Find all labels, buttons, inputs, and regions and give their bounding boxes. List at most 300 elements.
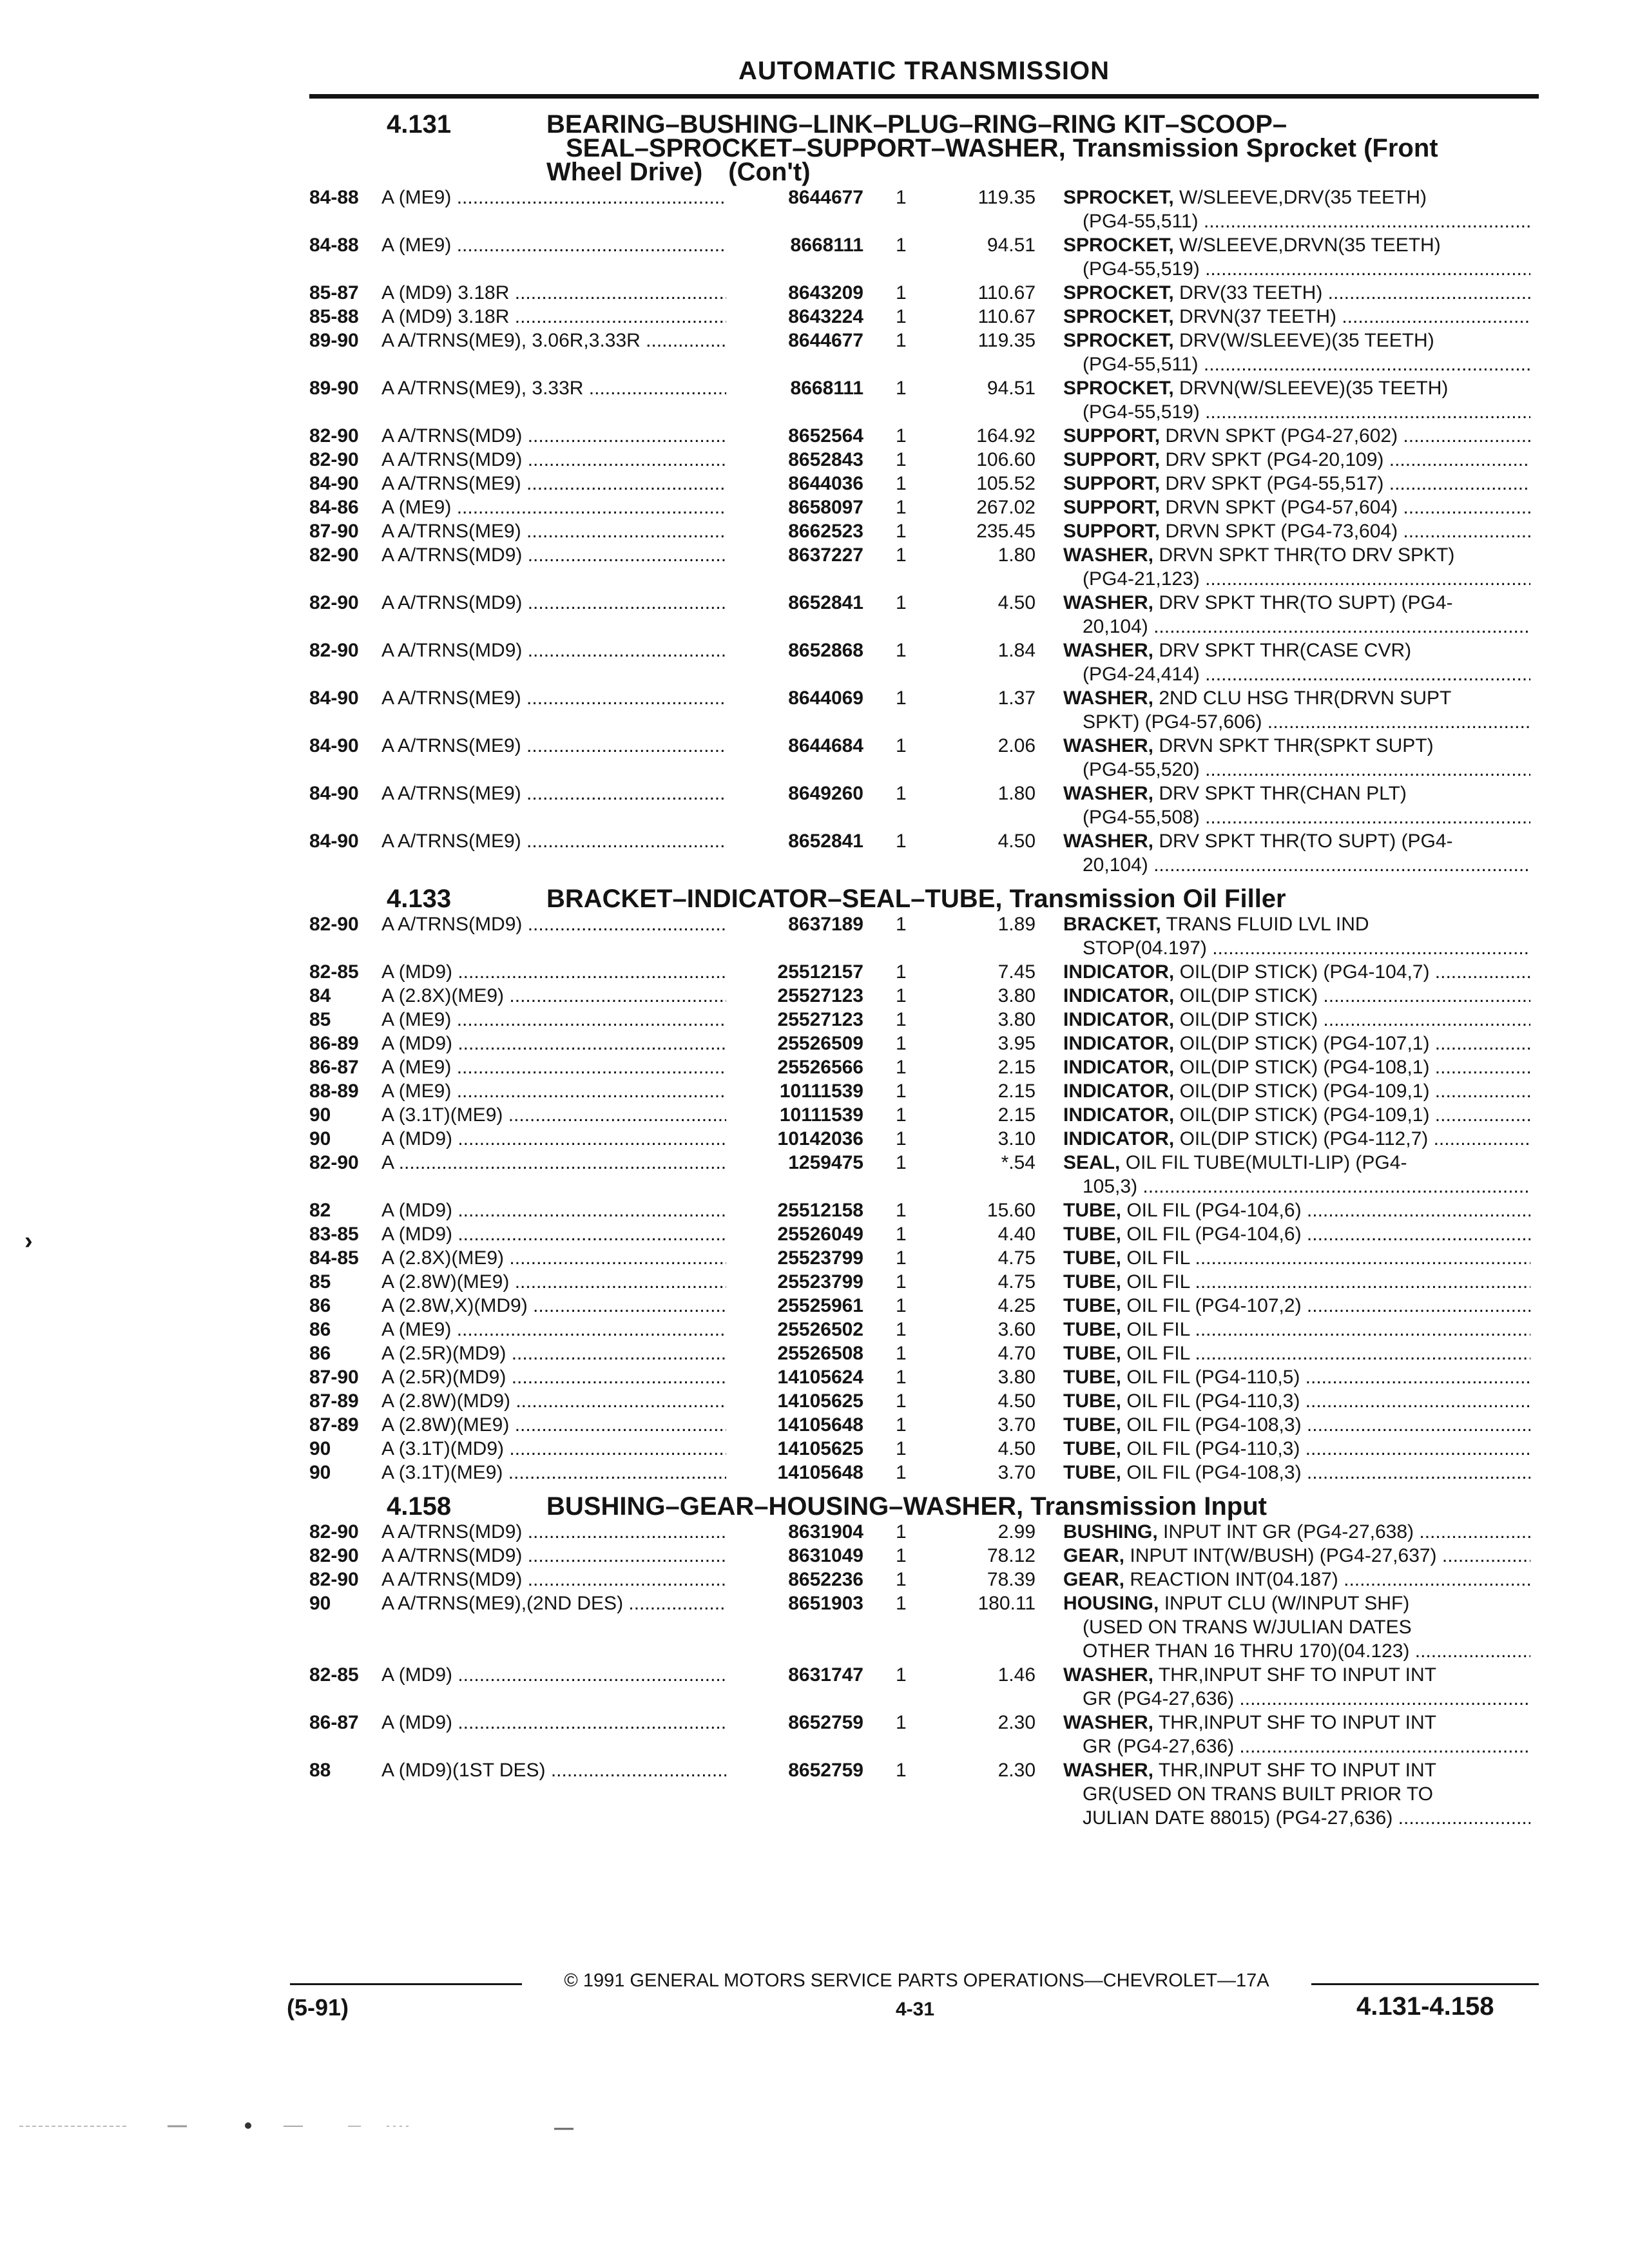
part-number: 25526509 — [777, 1033, 863, 1054]
description-text: OIL FIL (PG4-107,2) — [1126, 1295, 1302, 1316]
part-number: 14105648 — [777, 1462, 863, 1483]
application: A A/TRNS(MD9) ..... — [381, 912, 726, 936]
description-text: W/SLEEVE,DRV(35 TEETH) — [1179, 187, 1427, 208]
description — [1063, 1246, 1530, 1270]
description-line — [1063, 424, 1530, 448]
description — [1063, 1591, 1530, 1663]
description-line — [1063, 1663, 1530, 1687]
description-text: (PG4-55,511) — [1083, 211, 1199, 232]
part-number: 8644036 — [788, 473, 863, 494]
part-name: HOUSING, — [1063, 1593, 1159, 1614]
description-text: INPUT INT GR (PG4-27,638) — [1163, 1521, 1414, 1542]
description-text: DRV SPKT THR(TO SUPT) (PG4- — [1159, 592, 1453, 613]
description-line — [1063, 1222, 1530, 1246]
model-years: 82-90 — [309, 544, 359, 566]
part-number: 25512158 — [777, 1200, 863, 1221]
description-line — [1063, 329, 1530, 352]
model-years: 85-87 — [309, 282, 359, 303]
continued-label: (Con't) — [728, 158, 811, 186]
price: 2.99 — [998, 1521, 1036, 1542]
description-text: DRV(33 TEETH) — [1179, 282, 1323, 303]
description-text: 20,104) — [1083, 616, 1148, 637]
part-number: 8652236 — [788, 1569, 863, 1590]
description-text: OIL(DIP STICK) (PG4-107,1) — [1179, 1033, 1430, 1054]
application: A (MD9) ..... — [381, 1711, 726, 1735]
description-line — [1063, 1806, 1530, 1830]
description-text: (PG4-55,520) — [1083, 759, 1200, 780]
part-number: 8651903 — [788, 1593, 863, 1614]
model-years: 90 — [309, 1438, 331, 1459]
part-number: 25525961 — [777, 1295, 863, 1316]
price: 235.45 — [976, 521, 1036, 542]
description-line — [1063, 1079, 1530, 1103]
description — [1063, 1103, 1530, 1127]
application: A A/TRNS(MD9) ..... — [381, 1544, 726, 1568]
application: A (3.1T)(MD9) ..... — [381, 1437, 726, 1461]
quantity: 1 — [896, 1128, 907, 1149]
description-text: OIL(DIP STICK) (PG4-109,1) — [1179, 1081, 1430, 1102]
section-title-line: BRACKET–INDICATOR–SEAL–TUBE, Transmission Oil Filler — [546, 885, 1286, 913]
part-name: GEAR, — [1063, 1545, 1125, 1566]
description — [1063, 1055, 1530, 1079]
price: 3.10 — [998, 1128, 1036, 1149]
description-line — [1063, 1175, 1530, 1198]
description — [1063, 1222, 1530, 1246]
model-years: 87-89 — [309, 1414, 359, 1436]
part-name: INDICATOR, — [1063, 1104, 1175, 1126]
part-number: 8644684 — [788, 735, 863, 756]
part-name: WASHER, — [1063, 1664, 1154, 1686]
model-years: 84-90 — [309, 831, 359, 852]
part-number: 8658097 — [788, 497, 863, 518]
description-line — [1063, 1568, 1530, 1591]
quantity: 1 — [896, 1760, 907, 1781]
description — [1063, 281, 1530, 305]
model-years: 86 — [309, 1295, 331, 1316]
quantity: 1 — [896, 330, 907, 351]
description-line — [1063, 1389, 1530, 1413]
description-line — [1063, 912, 1530, 936]
part-number: 8668111 — [790, 235, 863, 256]
application: A (MD9) ..... — [381, 1222, 726, 1246]
quantity: 1 — [896, 1247, 907, 1269]
quantity: 1 — [896, 497, 907, 518]
description-text: W/SLEEVE,DRVN(35 TEETH) — [1179, 235, 1441, 256]
part-name: SUPPORT, — [1063, 521, 1161, 542]
part-number: 8652759 — [788, 1712, 863, 1733]
description-text: OIL FIL — [1126, 1319, 1190, 1340]
part-number: 25526508 — [777, 1343, 863, 1364]
part-number: 8644677 — [788, 187, 863, 208]
description — [1063, 1568, 1530, 1591]
part-number: 14105625 — [777, 1390, 863, 1412]
section-title-line: Wheel Drive) — [546, 158, 703, 186]
description-text: (PG4-55,519) — [1083, 401, 1200, 423]
part-number: 8637227 — [788, 544, 863, 566]
part-name: INDICATOR, — [1063, 1009, 1175, 1030]
description — [1063, 1413, 1530, 1437]
price: 2.15 — [998, 1057, 1036, 1078]
description — [1063, 186, 1530, 233]
model-years: 82-90 — [309, 1569, 359, 1590]
description — [1063, 1151, 1530, 1198]
application: A A/TRNS(ME9) ..... — [381, 519, 726, 543]
model-years: 84-90 — [309, 783, 359, 804]
description — [1063, 376, 1530, 424]
description-line — [1063, 1782, 1530, 1806]
part-name: WASHER, — [1063, 640, 1154, 661]
description-line — [1063, 1151, 1530, 1175]
scan-specks — [0, 2120, 612, 2133]
description — [1063, 1198, 1530, 1222]
quantity: 1 — [896, 282, 907, 303]
description-line — [1063, 829, 1530, 853]
application: A (2.8W)(MD9) ..... — [381, 1389, 726, 1413]
part-name: TUBE, — [1063, 1319, 1121, 1340]
description-text: STOP(04.197) — [1083, 937, 1207, 959]
application: A A/TRNS(ME9), 3.33R ..... — [381, 376, 726, 400]
quantity: 1 — [896, 640, 907, 661]
footer-section-range: 4.131-4.158 — [1356, 1992, 1494, 2021]
part-number: 8643224 — [788, 306, 863, 327]
description — [1063, 591, 1530, 639]
quantity: 1 — [896, 1033, 907, 1054]
part-name: SUPPORT, — [1063, 497, 1161, 518]
description — [1063, 686, 1530, 734]
price: 119.35 — [978, 330, 1036, 351]
description — [1063, 1663, 1530, 1711]
quantity: 1 — [896, 783, 907, 804]
model-years: 86 — [309, 1319, 331, 1340]
description — [1063, 519, 1530, 543]
description-text: DRV(W/SLEEVE)(35 TEETH) — [1179, 330, 1434, 351]
price: 2.30 — [998, 1760, 1036, 1781]
application: A (3.1T)(ME9) ..... — [381, 1461, 726, 1485]
description-line — [1063, 1461, 1530, 1485]
part-name: WASHER, — [1063, 592, 1154, 613]
quantity: 1 — [896, 521, 907, 542]
part-name: TUBE, — [1063, 1438, 1121, 1459]
description-text: GR(USED ON TRANS BUILT PRIOR TO — [1083, 1783, 1433, 1805]
description — [1063, 829, 1530, 877]
part-number: 8631747 — [788, 1664, 863, 1686]
description — [1063, 305, 1530, 329]
model-years: 84-90 — [309, 473, 359, 494]
description-line — [1063, 495, 1530, 519]
part-name: WASHER, — [1063, 831, 1154, 852]
quantity: 1 — [896, 985, 907, 1006]
part-number: 8631904 — [788, 1521, 863, 1542]
description-text: 105,3) — [1083, 1176, 1138, 1197]
description — [1063, 1461, 1530, 1485]
model-years: 90 — [309, 1593, 331, 1614]
application: A (ME9) ..... — [381, 1079, 726, 1103]
description — [1063, 1758, 1530, 1830]
description-text: OIL FIL TUBE(MULTI-LIP) (PG4- — [1125, 1152, 1407, 1173]
section-number: 4.131 — [387, 110, 452, 139]
part-number: 8649260 — [788, 783, 863, 804]
quantity: 1 — [896, 1438, 907, 1459]
description-line — [1063, 1711, 1530, 1735]
model-years: 89-90 — [309, 330, 359, 351]
price: 2.06 — [998, 735, 1036, 756]
model-years: 82-90 — [309, 640, 359, 661]
quantity: 1 — [896, 1367, 907, 1388]
price: 4.25 — [998, 1295, 1036, 1316]
description-line — [1063, 376, 1530, 400]
description-line — [1063, 1246, 1530, 1270]
part-number: 10142036 — [777, 1128, 863, 1149]
application: A (3.1T)(ME9) ..... — [381, 1103, 726, 1127]
description-line — [1063, 1055, 1530, 1079]
quantity: 1 — [896, 1390, 907, 1412]
application: A A/TRNS(MD9) ..... — [381, 543, 726, 567]
quantity: 1 — [896, 544, 907, 566]
part-name: INDICATOR, — [1063, 1057, 1175, 1078]
application: A A/TRNS(MD9) ..... — [381, 424, 726, 448]
section-title-line: BUSHING–GEAR–HOUSING–WASHER, Transmission Input — [546, 1492, 1267, 1521]
quantity: 1 — [896, 235, 907, 256]
price: 180.11 — [978, 1593, 1036, 1614]
description-text: OIL FIL (PG4-104,6) — [1126, 1200, 1302, 1221]
description — [1063, 1365, 1530, 1389]
part-name: GEAR, — [1063, 1569, 1125, 1590]
description-line — [1063, 662, 1530, 686]
description-line — [1063, 1639, 1530, 1663]
application: A A/TRNS(ME9),(2ND DES) ..... — [381, 1591, 726, 1615]
description-text: JULIAN DATE 88015) (PG4-27,636) — [1083, 1807, 1393, 1829]
description-text: DRVN(W/SLEEVE)(35 TEETH) — [1179, 378, 1449, 399]
price: *.54 — [1001, 1152, 1036, 1173]
model-years: 82 — [309, 1200, 331, 1221]
description-text: OIL FIL (PG4-110,3) — [1126, 1438, 1300, 1459]
part-name: INDICATOR, — [1063, 1128, 1175, 1149]
description — [1063, 1341, 1530, 1365]
description-line — [1063, 233, 1530, 257]
model-years: 84-90 — [309, 735, 359, 756]
description-line — [1063, 1520, 1530, 1544]
model-years: 84-86 — [309, 497, 359, 518]
quantity: 1 — [896, 1295, 907, 1316]
description — [1063, 1318, 1530, 1341]
description — [1063, 233, 1530, 281]
application: A A/TRNS(MD9) ..... — [381, 591, 726, 615]
quantity: 1 — [896, 449, 907, 470]
description-line — [1063, 1413, 1530, 1437]
application: A A/TRNS(MD9) ..... — [381, 1520, 726, 1544]
section-number: 4.133 — [387, 885, 452, 913]
quantity: 1 — [896, 1462, 907, 1483]
model-years: 85-88 — [309, 306, 359, 327]
description-line — [1063, 472, 1530, 495]
description-text: OIL FIL — [1126, 1343, 1190, 1364]
description-text: OIL FIL (PG4-108,3) — [1126, 1414, 1302, 1436]
description — [1063, 782, 1530, 829]
price: 110.67 — [978, 282, 1036, 303]
description-text: OTHER THAN 16 THRU 170)(04.123) — [1083, 1640, 1410, 1662]
description-line — [1063, 1437, 1530, 1461]
description-line — [1063, 936, 1530, 960]
description — [1063, 639, 1530, 686]
footer-copyright: © 1991 GENERAL MOTORS SERVICE PARTS OPERATIONS—CHEVROLET—17A — [564, 1970, 1269, 1991]
description-line — [1063, 782, 1530, 805]
application: A A/TRNS(ME9), 3.06R,3.33R ..... — [381, 329, 726, 352]
model-years: 87-89 — [309, 1390, 359, 1412]
model-years: 82-90 — [309, 1545, 359, 1566]
model-years: 82-85 — [309, 1664, 359, 1686]
application: A (2.8W,X)(MD9) ..... — [381, 1294, 726, 1318]
part-name: TUBE, — [1063, 1462, 1121, 1483]
part-number: 8662523 — [788, 521, 863, 542]
description — [1063, 960, 1530, 984]
quantity: 1 — [896, 831, 907, 852]
application: A (ME9) ..... — [381, 233, 726, 257]
description-text: OIL(DIP STICK) (PG4-104,7) — [1179, 961, 1430, 983]
part-number: 8652759 — [788, 1760, 863, 1781]
description-line — [1063, 1127, 1530, 1151]
model-years: 86-89 — [309, 1033, 359, 1054]
model-years: 83-85 — [309, 1224, 359, 1245]
page-header-title: AUTOMATIC TRANSMISSION — [738, 57, 1110, 85]
description-line — [1063, 758, 1530, 782]
description-line — [1063, 591, 1530, 615]
application: A (ME9) ..... — [381, 1318, 726, 1341]
description-line — [1063, 519, 1530, 543]
description — [1063, 1127, 1530, 1151]
description — [1063, 1032, 1530, 1055]
description-line — [1063, 352, 1530, 376]
description-line — [1063, 1735, 1530, 1758]
description-text: OIL FIL (PG4-110,3) — [1126, 1390, 1300, 1412]
application: A (ME9) ..... — [381, 186, 726, 209]
price: 2.15 — [998, 1081, 1036, 1102]
quantity: 1 — [896, 1414, 907, 1436]
description — [1063, 495, 1530, 519]
description-text: GR (PG4-27,636) — [1083, 1688, 1235, 1709]
description-line — [1063, 710, 1530, 734]
price: 4.50 — [998, 831, 1036, 852]
description-text: DRVN SPKT THR(TO DRV SPKT) — [1159, 544, 1455, 566]
quantity: 1 — [896, 306, 907, 327]
part-name: TUBE, — [1063, 1390, 1121, 1412]
model-years: 84-90 — [309, 687, 359, 709]
application: A A/TRNS(ME9) ..... — [381, 472, 726, 495]
description-line — [1063, 1008, 1530, 1032]
model-years: 86-87 — [309, 1057, 359, 1078]
price: 4.70 — [998, 1343, 1036, 1364]
quantity: 1 — [896, 592, 907, 613]
price: 119.35 — [978, 187, 1036, 208]
description-text: TRANS FLUID LVL IND — [1166, 914, 1369, 935]
application: A (ME9) ..... — [381, 1008, 726, 1032]
price: 78.39 — [987, 1569, 1036, 1590]
part-number: 8652843 — [788, 449, 863, 470]
description-line — [1063, 1198, 1530, 1222]
description-text: INPUT CLU (W/INPUT SHF) — [1164, 1593, 1410, 1614]
model-years: 86 — [309, 1343, 331, 1364]
price: 1.80 — [998, 544, 1036, 566]
part-number: 8652564 — [788, 425, 863, 447]
model-years: 82-90 — [309, 592, 359, 613]
part-name: TUBE, — [1063, 1271, 1121, 1293]
description-line — [1063, 1103, 1530, 1127]
part-number: 10111539 — [779, 1081, 863, 1102]
part-name: INDICATOR, — [1063, 1081, 1175, 1102]
description-text: DRV SPKT THR(TO SUPT) (PG4- — [1159, 831, 1453, 852]
part-name: INDICATOR, — [1063, 961, 1175, 983]
quantity: 1 — [896, 1152, 907, 1173]
price: 3.80 — [998, 985, 1036, 1006]
part-name: WASHER, — [1063, 687, 1154, 709]
description-text: OIL(DIP STICK) (PG4-112,7) — [1179, 1128, 1429, 1149]
price: 4.50 — [998, 1390, 1036, 1412]
description-line — [1063, 805, 1530, 829]
price: 3.95 — [998, 1033, 1036, 1054]
description-line — [1063, 1687, 1530, 1711]
part-name: WASHER, — [1063, 1712, 1154, 1733]
part-number: 8644069 — [788, 687, 863, 709]
quantity: 1 — [896, 1593, 907, 1614]
description-line — [1063, 567, 1530, 591]
section-title — [546, 110, 1548, 186]
part-number: 8637189 — [788, 914, 863, 935]
model-years: 89-90 — [309, 378, 359, 399]
description — [1063, 1079, 1530, 1103]
price: 4.75 — [998, 1271, 1036, 1293]
part-name: SUPPORT, — [1063, 473, 1161, 494]
description-text: OIL(DIP STICK) — [1179, 985, 1318, 1006]
quantity: 1 — [896, 1009, 907, 1030]
application: A A/TRNS(ME9) ..... — [381, 686, 726, 710]
application: A A/TRNS(MD9) ..... — [381, 1568, 726, 1591]
description-line — [1063, 1032, 1530, 1055]
quantity: 1 — [896, 1081, 907, 1102]
price: 2.30 — [998, 1712, 1036, 1733]
description-text: THR,INPUT SHF TO INPUT INT — [1158, 1664, 1436, 1686]
section-number: 4.158 — [387, 1492, 452, 1521]
description-text: 20,104) — [1083, 854, 1148, 876]
description-text: DRV SPKT THR(CHAN PLT) — [1159, 783, 1407, 804]
model-years: 85 — [309, 1271, 331, 1293]
application: A A/TRNS(MD9) ..... — [381, 639, 726, 662]
section-title-line: BEARING–BUSHING–LINK–PLUG–RING–RING KIT–SCOOP– — [546, 110, 1287, 139]
part-number: 8652841 — [788, 831, 863, 852]
description-line — [1063, 1270, 1530, 1294]
application: A (MD9) ..... — [381, 1663, 726, 1687]
description-text: OIL FIL (PG4-110,5) — [1126, 1367, 1300, 1388]
description — [1063, 448, 1530, 472]
application: A A/TRNS(ME9) ..... — [381, 829, 726, 853]
quantity: 1 — [896, 1057, 907, 1078]
part-name: SPROCKET, — [1063, 282, 1174, 303]
quantity: 1 — [896, 1521, 907, 1542]
part-number: 1259475 — [788, 1152, 863, 1173]
description-text: (PG4-55,508) — [1083, 807, 1200, 828]
description-text: OIL FIL (PG4-108,3) — [1126, 1462, 1302, 1483]
description-line — [1063, 1318, 1530, 1341]
price: 4.75 — [998, 1247, 1036, 1269]
price: 267.02 — [976, 497, 1036, 518]
description — [1063, 472, 1530, 495]
model-years: 85 — [309, 1009, 331, 1030]
price: 94.51 — [987, 235, 1036, 256]
price: 3.60 — [998, 1319, 1036, 1340]
quantity: 1 — [896, 1664, 907, 1686]
part-number: 25523799 — [777, 1247, 863, 1269]
description-line — [1063, 1365, 1530, 1389]
part-number: 8668111 — [790, 378, 863, 399]
description-text: OIL FIL (PG4-104,6) — [1126, 1224, 1302, 1245]
